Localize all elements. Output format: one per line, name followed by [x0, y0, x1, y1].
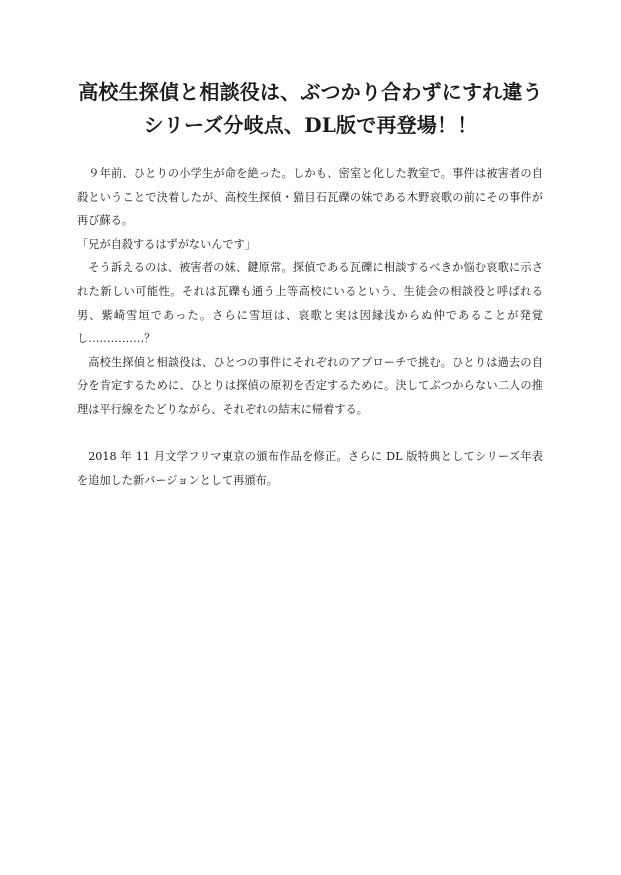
synopsis-body [77, 162, 543, 492]
paragraph-3: そう訴えるのは、被害者の妹、鍵原常。探偵である瓦礫に相談するべきか悩む哀歌に示された新しい可能性。それは瓦礫も通う上等高校にいるという、生徒会の相談役と呼ばれる男、紫崎雪垣であった。さらに雪垣は、哀歌と実は因縁浅からぬ仲であることが発覚し……………？ [77, 261, 543, 346]
paragraph-5: 2018 年 11 月文学フリマ東京の頒布作品を修正。さらに DL 版特典としてシリーズ年表を追加した新バージョンとして再頒布。 [77, 450, 543, 487]
paragraph-spacer [77, 422, 543, 446]
quote-paragraph: 「兄が自殺するはずがないんです」 [77, 237, 257, 251]
page-title [60, 76, 561, 142]
title-line-1: 高校生探偵と相談役は、ぶつかり合わずにすれ違う [78, 80, 543, 104]
title-line-2: シリーズ分岐点、DL版で再登場！！ [143, 113, 478, 137]
paragraph-4: 高校生探偵と相談役は、ひとつの事件にそれぞれのアプローチで挑む。ひとりは過去の自分を肯定するために、ひとりは探偵の原初を否定するために。決してぶつからない二人の推理は平行線をたどりながら、それぞれの結末に帰着する。 [77, 355, 543, 416]
paragraph-1: ９年前、ひとりの小学生が命を絶った。しかも、密室と化した教室で。事件は被害者の自殺ということで決着したが、高校生探偵・猫目石瓦礫の妹である木野哀歌の前にその事件が再び蘇る。 [77, 167, 543, 228]
